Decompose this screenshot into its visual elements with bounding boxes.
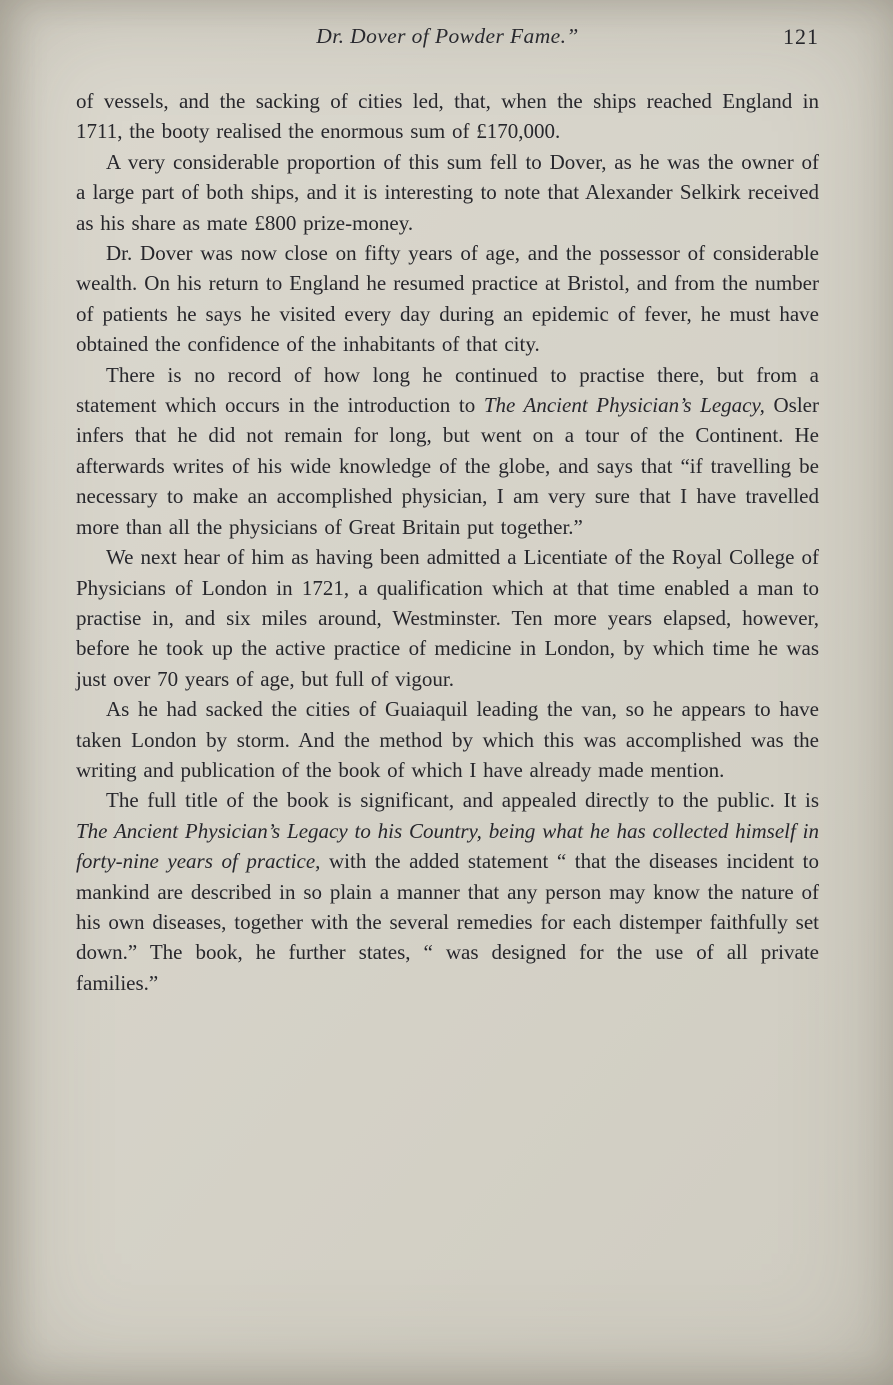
paragraph: [76, 147, 819, 238]
text-segment: The full title of the book is significant, and appealed directly to the public. It is: [106, 788, 819, 813]
paragraph: [76, 542, 819, 694]
text-column: [76, 86, 819, 998]
paragraph: [76, 785, 819, 998]
page-number: 121: [783, 24, 819, 49]
paragraph: [76, 694, 819, 785]
text-segment: with the added statement “ that the diseases incident to mankind are described in so plain a manner that any person may know the nature of his own diseases, together with the several remedies for each distemper faithfully set down.” The book, he further states, “ was designed for the use of all private families.”: [76, 849, 819, 995]
text-segment: Osler infers that he did not remain for long, but went on a tour of the Continent. He afterwards writes of his wide knowledge of the globe, and says that “if travelling be necessary to make an accomplished physician, I am very sure that I have travelled more than all the physicians of Great Britain put together.”: [76, 393, 819, 539]
running-title: Dr. Dover of Powder Fame.”: [316, 24, 579, 48]
text-segment: We next hear of him as having been admitted a Licentiate of the Royal College of Physicians of London in 1721, a qualification which at that time enabled a man to practise in, and six miles around, Westminster. Ten more years elapsed, however, before he took up the active practice of medicine in London, by which time he was just over 70 years of age, but full of vigour.: [76, 545, 819, 691]
book-title-italic: The Ancient Physician’s Legacy,: [483, 393, 765, 418]
paragraph: [76, 238, 819, 360]
text-segment: As he had sacked the cities of Guaiaquil leading the van, so he appears to have taken London by storm. And the method by which this was accomplished was the writing and publication of the book of which I have already made mention.: [76, 697, 819, 782]
text-segment: of vessels, and the sacking of cities led, that, when the ships reached England in 1711, the booty realised the enormous sum of £170,000.: [76, 89, 819, 144]
text-segment: A very considerable proportion of this sum fell to Dover, as he was the owner of a large part of both ships, and it is interesting to note that Alexander Selkirk received as his share as mate £800 prize-money.: [76, 149, 819, 235]
text-segment: There is no record of how long he continued to practise there, but from a statement which occurs in the introduction to: [76, 362, 819, 418]
book-title-italic: The Ancient Physician’s Legacy to his Country, being what he has collected himself in forty-nine years of practice,: [76, 818, 819, 874]
page-header: [76, 24, 819, 58]
text-segment: Dr. Dover was now close on fifty years of age, and the possessor of considerable wealth. On his return to England he resumed practice at Bristol, and from the number of patients he says he visited every day during an epidemic of fever, he must have obtained the confidence of the inhabitants of that city.: [76, 241, 819, 357]
paragraph: [76, 86, 819, 147]
paragraph: [76, 360, 819, 542]
